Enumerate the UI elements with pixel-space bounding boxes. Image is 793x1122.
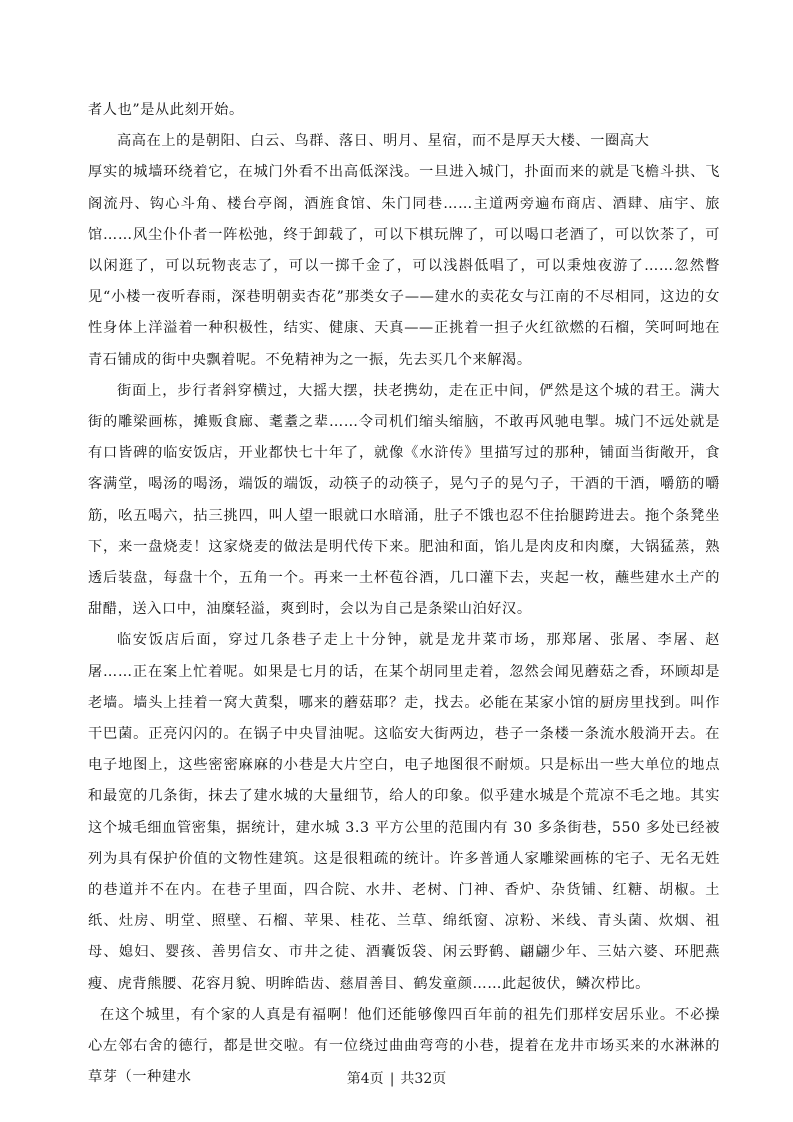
paragraph-heading-line: 高高在上的是朝阳、白云、鸟群、落日、明月、星宿，而不是厚天大楼、一圈高大: [117, 133, 650, 150]
paragraph-city-gate: 厚实的城墙环绕着它，在城门外看不出高低深浅。一旦进入城门，扑面而来的就是飞檐斗拱、飞阁流丹、钩心斗角、楼台亭阁，酒旌食馆、朱门同巷……主道两旁遍布商店、酒肆、庙宇、旅馆……风尘仆仆者一阵松弛，终于卸载了，可以下棋玩牌了，可以喝口老酒了，可以饮茶了，可以闲逛了，可以玩物丧志了，可以一掷千金了，可以浅斟低唱了，可以秉烛夜游了……忽然瞥见“小楼一夜听春雨，深巷明朝卖杏花”那类女子——建水的卖花女与江南的不尽相同，这边的女性身体上洋溢着一种积极性，结实、健康、天真——正挑着一担子火红欲燃的石榴，笑呵呵地在青石铺成的街中央飘着呢。不免精神为之一振，先去买几个来解渴。: [88, 164, 720, 368]
paragraph-home: 在这个城里，有个家的人真是有福啊！他们还能够像四百年前的祖先们那样安居乐业。不必操心左邻右舍的德行，都是世交啦。有一位绕过曲曲弯弯的小巷，提着在龙井市场买来的水淋淋的草芽（一种建水: [88, 1006, 720, 1086]
paragraph-alleys: 临安饭店后面，穿过几条巷子走上十分钟，就是龙井菜市场，那郑屠、张屠、李屠、赵屠……正在案上忙着呢。如果是七月的话，在某个胡同里走着，忽然会闻见蘑菇之香，环顾却是老墙。墙头上挂着一窝大黄梨，哪来的蘑菇耶？走，找去。必能在某家小馆的厨房里找到。叫作干巴菌。正亮闪闪的。在锅子中央冒油呢。这临安大街两边，巷子一条楼一条流水般淌开去。在电子地图上，这些密密麻麻的小巷是大片空白，电子地图很不耐烦。只是标出一些大单位的地点和最宽的几条街，抹去了建水城的大量细节，给人的印象。似乎建水城是个荒凉不毛之地。其实这个城毛细血管密集，据统计，建水城 3.3 平方公里的范围内有 30 多条街巷，550 多处已经被列为具有保护价值的文物性建筑。这是很粗疏的统计。许多普通人家雕梁画栋的宅子、无名无姓的巷道并不在内。在巷子里面，四合院、水井、老树、门神、香炉、杂货铺、红糖、胡椒。土纸、灶房、明堂、照壁、石榴、苹果、桂花、兰草、绵纸窗、凉粉、米线、青头菌、炊烟、祖母、媳妇、婴孩、善男信女、市井之徒、酒囊饭袋、闲云野鹤、翩翩少年、三姑六婆、环肥燕瘦、虎背熊腰、花容月貌、明眸皓齿、慈眉善目、鹤发童颜……此起彼伏，鳞次栉比。: [88, 632, 720, 992]
page-number: 第4页: [346, 1071, 384, 1087]
paragraph-street: 街面上，步行者斜穿横过，大摇大摆，扶老携幼，走在正中间，俨然是这个城的君王。满大街的雕梁画栋，摊贩食廊、耄耋之辈……令司机们缩头缩脑，不敢再风驰电掣。城门不远处就是有口皆碑的临安饭店，开业都快七十年了，就像《水浒传》里描写过的那种，铺面当街敞开，食客满堂，喝汤的喝汤，端饭的端饭，动筷子的动筷子，晃勺子的晃勺子，干酒的干酒，嚼筋的嚼筋，吆五喝六，拈三挑四，叫人望一眼就口水暗涌，肚子不饿也忍不住抬腿跨进去。拖个条凳坐下，来一盘烧麦！这家烧麦的做法是明代传下来。肥油和面，馅儿是肉皮和肉糜，大锅猛蒸，熟透后装盘，每盘十个，五角一个。再来一土杯苞谷酒，几口灌下去，夹起一枚，蘸些建水土产的甜醋，送入口中，油糜轻溢，爽到时，会以为自己是条梁山泊好汉。: [88, 382, 720, 618]
paragraph-continuation: 者人也”是从此刻开始。: [88, 102, 244, 118]
footer-separator: |: [389, 1071, 395, 1087]
page-total: 共32页: [400, 1071, 447, 1087]
page-footer: [0, 1068, 793, 1088]
document-body: [88, 95, 720, 1094]
